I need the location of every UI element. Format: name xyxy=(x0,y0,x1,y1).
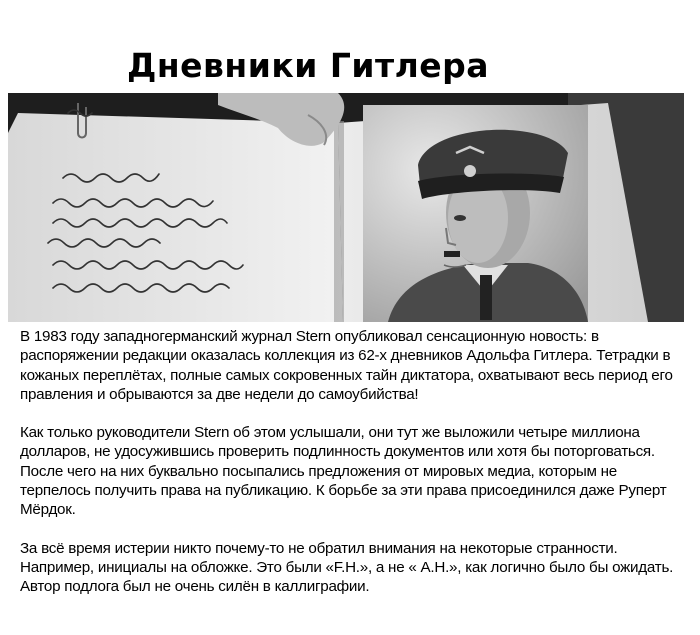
page-title: Дневники Гитлера xyxy=(126,46,490,85)
diary-photo xyxy=(8,93,684,322)
paragraph-2: Как только руководители Stern об этом услышали, они тут же выложили четыре миллиона долларов, не удосужившись проверить подлинность документов или хотя бы поторговаться. После чего на них буквально посыпались предложения от мировых медиа, которым не терпелось получить права на публикацию. К борьбе за эти права присоединился даже Руперт Мёрдок. xyxy=(20,424,667,519)
paragraph-3: За всё время истерии никто почему-то не обратил внимания на некоторые странности. Например, инициалы на обложке. Это были «F.H.», а не « A.H.», как логично было бы ожидать. Автор подлога был не очень силён в каллиграфии. xyxy=(20,539,674,596)
article-text xyxy=(20,327,680,616)
diary-photo-icon xyxy=(8,93,684,322)
paragraph-1: В 1983 году западногерманский журнал Stern опубликовал сенсационную новость: в распоряжении редакции оказалась коллекция из 62-х дневников Адольфа Гитлера. Тетрадки в кожаных переплётах, полные самых сокровенных тайн диктатора, охватывают весь период его правления и обрываются за две недели до самоубийства! xyxy=(20,328,673,403)
